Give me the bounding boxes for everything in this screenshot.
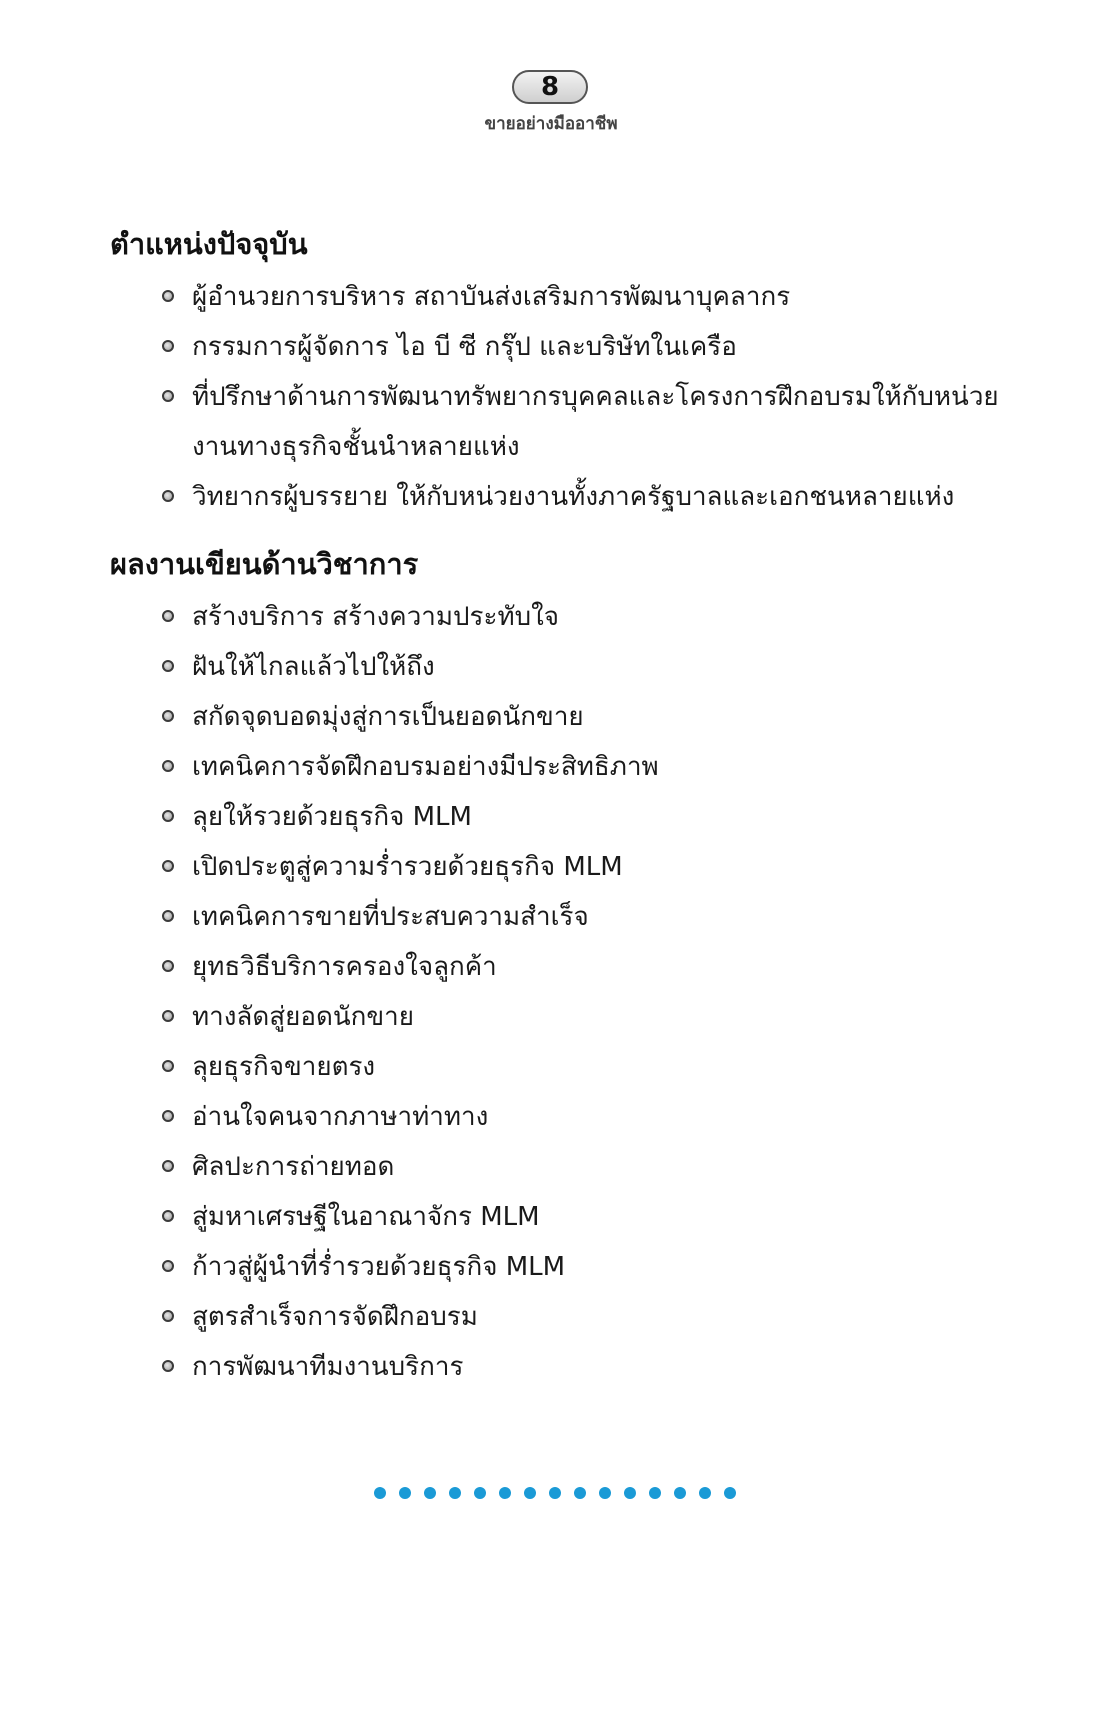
- round-bullet-icon: [162, 660, 174, 672]
- round-bullet-icon: [162, 960, 174, 972]
- list-item: ลุยธุรกิจขายตรง: [160, 1042, 1020, 1092]
- round-bullet-icon: [162, 490, 174, 502]
- list-item: ผู้อำนวยการบริหาร สถาบันส่งเสริมการพัฒนาบุคลากร: [160, 272, 1020, 322]
- round-bullet-icon: [162, 1060, 174, 1072]
- divider-dot-icon: [724, 1487, 736, 1499]
- divider-dot-icon: [499, 1487, 511, 1499]
- divider-dot-icon: [574, 1487, 586, 1499]
- page-number: 8: [540, 72, 560, 102]
- divider-dot-icon: [424, 1487, 436, 1499]
- divider-dot-icon: [524, 1487, 536, 1499]
- divider-dot-icon: [624, 1487, 636, 1499]
- divider-dot-icon: [549, 1487, 561, 1499]
- round-bullet-icon: [162, 610, 174, 622]
- decorative-dot-divider: [374, 1487, 734, 1501]
- divider-dot-icon: [699, 1487, 711, 1499]
- round-bullet-icon: [162, 760, 174, 772]
- round-bullet-icon: [162, 1110, 174, 1122]
- round-bullet-icon: [162, 1160, 174, 1172]
- list-item: ทางลัดสู่ยอดนักขาย: [160, 992, 1020, 1042]
- round-bullet-icon: [162, 390, 174, 402]
- divider-dot-icon: [449, 1487, 461, 1499]
- list-item: กรรมการผู้จัดการ ไอ บี ซี กรุ๊ป และบริษัทในเครือ: [160, 322, 1020, 372]
- list-item: ฝันให้ไกลแล้วไปให้ถึง: [160, 642, 1020, 692]
- divider-dot-icon: [674, 1487, 686, 1499]
- list-item: เทคนิคการขายที่ประสบความสำเร็จ: [160, 892, 1020, 942]
- round-bullet-icon: [162, 710, 174, 722]
- list-item: การพัฒนาทีมงานบริการ: [160, 1342, 1020, 1392]
- list-item: สู่มหาเศรษฐีในอาณาจักร MLM: [160, 1192, 1020, 1242]
- divider-dot-icon: [474, 1487, 486, 1499]
- divider-dot-icon: [599, 1487, 611, 1499]
- list-item: ศิลปะการถ่ายทอด: [160, 1142, 1020, 1192]
- round-bullet-icon: [162, 910, 174, 922]
- round-bullet-icon: [162, 1360, 174, 1372]
- section-heading-academic-works: ผลงานเขียนด้านวิชาการ: [110, 547, 419, 581]
- round-bullet-icon: [162, 1260, 174, 1272]
- divider-dot-icon: [649, 1487, 661, 1499]
- list-item: ลุยให้รวยด้วยธุรกิจ MLM: [160, 792, 1020, 842]
- list-item: ยุทธวิธีบริการครองใจลูกค้า: [160, 942, 1020, 992]
- list-item: เทคนิคการจัดฝึกอบรมอย่างมีประสิทธิภาพ: [160, 742, 1020, 792]
- list-item: สร้างบริการ สร้างความประทับใจ: [160, 592, 1020, 642]
- list-item: สกัดจุดบอดมุ่งสู่การเป็นยอดนักขาย: [160, 692, 1020, 742]
- list-item: เปิดประตูสู่ความร่ำรวยด้วยธุรกิจ MLM: [160, 842, 1020, 892]
- list-item: วิทยากรผู้บรรยาย ให้กับหน่วยงานทั้งภาครัฐบาลและเอกชนหลายแห่ง: [160, 472, 1020, 522]
- running-title: ขายอย่างมืออาชีพ: [484, 114, 618, 134]
- round-bullet-icon: [162, 1010, 174, 1022]
- round-bullet-icon: [162, 290, 174, 302]
- page-number-badge: [512, 70, 588, 104]
- list-item: ที่ปรึกษาด้านการพัฒนาทรัพยากรบุคคลและโครงการฝึกอบรมให้กับหน่วยงานทางธุรกิจชั้นนำหลายแห่ง: [160, 372, 1020, 472]
- divider-dot-icon: [374, 1487, 386, 1499]
- round-bullet-icon: [162, 810, 174, 822]
- list-item: อ่านใจคนจากภาษาท่าทาง: [160, 1092, 1020, 1142]
- list-item: ก้าวสู่ผู้นำที่ร่ำรวยด้วยธุรกิจ MLM: [160, 1242, 1020, 1292]
- section-heading-current-positions: ตำแหน่งปัจจุบัน: [110, 227, 308, 261]
- round-bullet-icon: [162, 340, 174, 352]
- current-positions-list: [160, 272, 1020, 522]
- round-bullet-icon: [162, 1310, 174, 1322]
- divider-dot-icon: [399, 1487, 411, 1499]
- academic-works-list: [160, 592, 1020, 1392]
- round-bullet-icon: [162, 860, 174, 872]
- round-bullet-icon: [162, 1210, 174, 1222]
- list-item: สูตรสำเร็จการจัดฝึกอบรม: [160, 1292, 1020, 1342]
